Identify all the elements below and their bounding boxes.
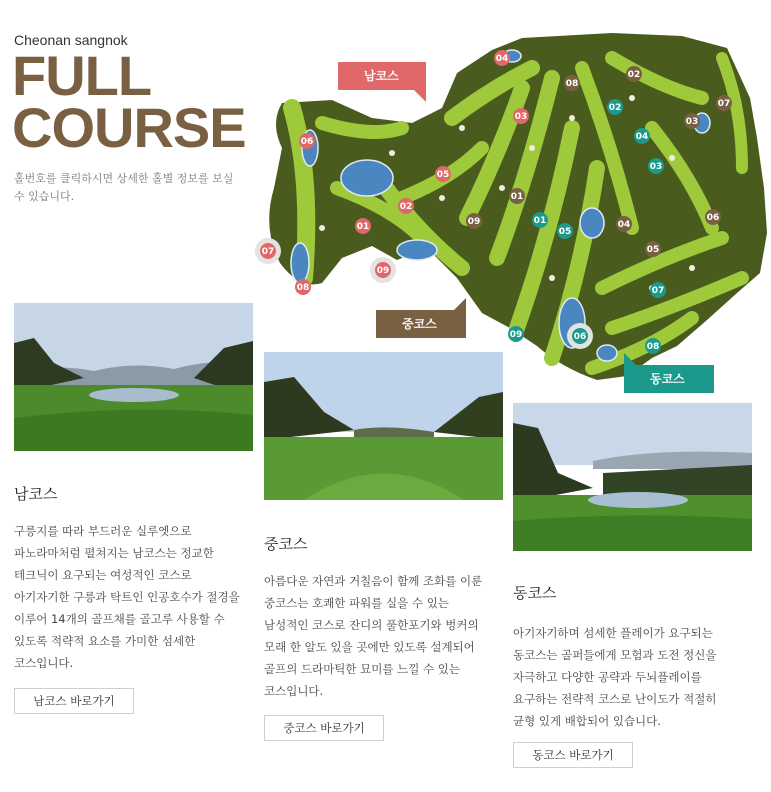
svg-text:08: 08: [646, 342, 660, 352]
course-map-graphic: [252, 28, 771, 398]
hole-south-04[interactable]: [494, 50, 510, 66]
svg-text:09: 09: [467, 217, 481, 227]
hole-south-06[interactable]: [299, 133, 315, 149]
svg-text:07: 07: [261, 247, 275, 257]
svg-text:05: 05: [646, 245, 660, 255]
hole-east-05[interactable]: [557, 223, 573, 239]
mid-course-photo: [264, 352, 503, 500]
svg-text:06: 06: [573, 332, 587, 342]
hole-south-09[interactable]: [370, 257, 396, 283]
hole-east-04[interactable]: [634, 128, 650, 144]
page-title: [12, 44, 246, 159]
map-tag-mid[interactable]: 중코스: [376, 310, 466, 338]
svg-text:06: 06: [706, 213, 720, 223]
hole-mid-09[interactable]: [466, 213, 482, 229]
svg-text:05: 05: [558, 227, 572, 237]
hole-east-03[interactable]: [648, 158, 664, 174]
hole-south-05[interactable]: [435, 166, 451, 182]
hole-mid-08[interactable]: [564, 75, 580, 91]
svg-text:05: 05: [436, 170, 450, 180]
svg-text:03: 03: [514, 112, 528, 122]
hole-mid-03[interactable]: [684, 113, 700, 129]
svg-text:06: 06: [300, 137, 314, 147]
east-course-name: 동코스: [513, 584, 557, 602]
south-course-description: 구릉지를 따라 부드러운 실루엣으로 파노라마처럼 펼쳐지는 남코스는 정교한 테크닉이 요구되는 여성적인 코스로 아기자기한 구릉과 탁트인 인공호수가 절경을 이루어 14개의 골프채를 골고루 사용할 수 있도록 적략적 요소를 가미한 섬세한 코스입니다.: [14, 524, 240, 670]
hole-east-08[interactable]: [645, 338, 661, 354]
east-course-button[interactable]: 동코스 바로가기: [513, 742, 633, 768]
title-line-1: FULL: [12, 44, 152, 107]
svg-text:01: 01: [356, 222, 370, 232]
svg-text:01: 01: [510, 192, 524, 202]
svg-text:02: 02: [399, 202, 413, 212]
hole-mid-04[interactable]: [616, 216, 632, 232]
svg-text:02: 02: [608, 103, 622, 113]
hole-east-07[interactable]: [650, 282, 666, 298]
svg-text:07: 07: [717, 99, 731, 109]
hole-south-07[interactable]: [255, 238, 281, 264]
hole-mid-01[interactable]: [509, 188, 525, 204]
map-tag-south[interactable]: 남코스: [338, 62, 426, 90]
south-course-photo: [14, 303, 253, 451]
mid-course-description: 아름다운 자연과 거칠음이 함께 조화를 이룬 중코스는 호쾌한 파워를 실을 수 있는 남성적인 코스로 잔디의 풀한포기와 벙커의 모래 한 알도 있을 곳에만 있도록 설계되어 골프의 드라마틱한 묘미를 느낄 수 있는 코스입니다.: [264, 574, 483, 698]
svg-text:09: 09: [509, 330, 523, 340]
east-course-photo: [513, 403, 752, 551]
svg-text:03: 03: [649, 162, 663, 172]
title-line-2: COURSE: [12, 96, 246, 159]
mid-course-button[interactable]: 중코스 바로가기: [264, 715, 384, 741]
hole-east-02[interactable]: [607, 99, 623, 115]
course-map: [252, 28, 771, 398]
hole-east-09[interactable]: [508, 326, 524, 342]
hole-mid-07[interactable]: [716, 95, 732, 111]
hole-east-06[interactable]: [567, 323, 593, 349]
intro-text: 홀번호를 클릭하시면 상세한 홀별 정보를 보실 수 있습니다.: [14, 172, 234, 203]
svg-text:08: 08: [565, 79, 579, 89]
south-course-button[interactable]: 남코스 바로가기: [14, 688, 134, 714]
hole-south-03[interactable]: [513, 108, 529, 124]
hole-mid-06[interactable]: [705, 209, 721, 225]
south-course-name: 남코스: [14, 485, 58, 503]
svg-text:09: 09: [376, 266, 390, 276]
east-course-description: 아기자기하며 섬세한 플레이가 요구되는 동코스는 골퍼들에게 모험과 도전 정신을 자극하고 다양한 공략과 두뇌플레이를 요구하는 전략적 코스로 난이도가 적절히 균형 있게 배합되어 있습니다.: [513, 626, 717, 728]
svg-text:04: 04: [617, 220, 631, 230]
hole-south-08[interactable]: [295, 279, 311, 295]
map-tag-east[interactable]: 동코스: [624, 365, 714, 393]
svg-text:04: 04: [495, 54, 509, 64]
mid-course-name: 중코스: [264, 535, 308, 553]
svg-text:08: 08: [296, 283, 310, 293]
svg-text:01: 01: [533, 216, 547, 226]
svg-text:02: 02: [627, 70, 641, 80]
svg-text:04: 04: [635, 132, 649, 142]
svg-text:07: 07: [651, 286, 665, 296]
hole-mid-05[interactable]: [645, 241, 661, 257]
hole-mid-02[interactable]: [626, 66, 642, 82]
svg-text:03: 03: [685, 117, 699, 127]
hole-south-02[interactable]: [398, 198, 414, 214]
hole-south-01[interactable]: [355, 218, 371, 234]
hole-east-01[interactable]: [532, 212, 548, 228]
page-subtitle: Cheonan sangnok: [14, 32, 128, 48]
